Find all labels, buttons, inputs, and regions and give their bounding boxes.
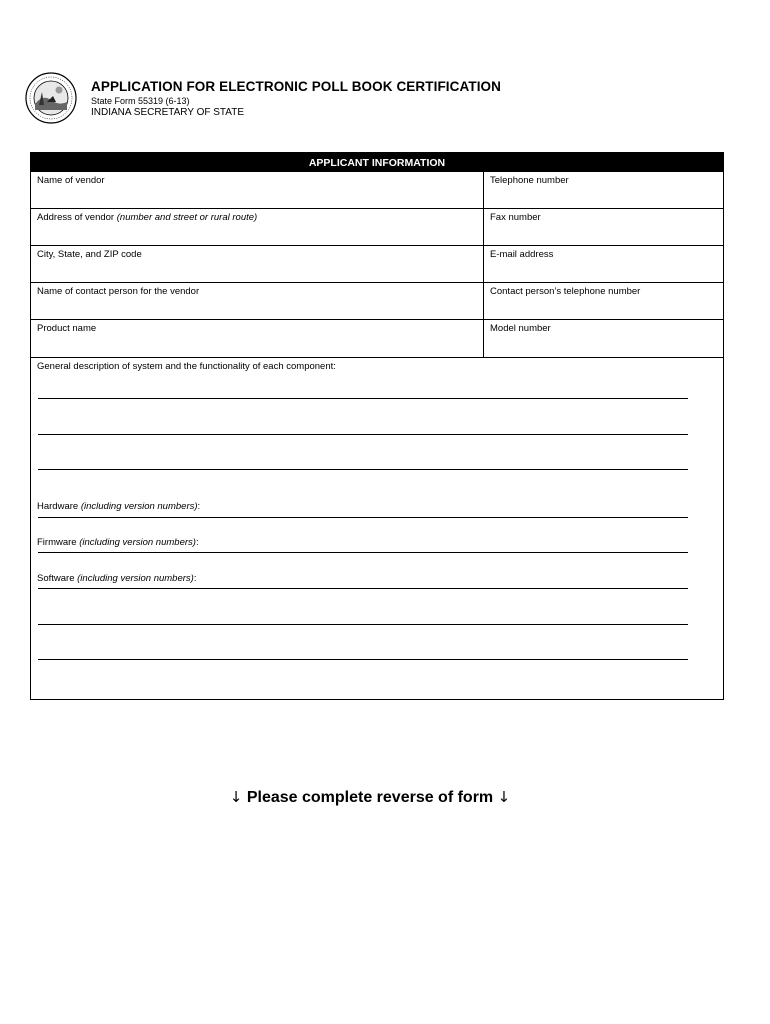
- form-row-vendor-name: [31, 172, 723, 209]
- field-label: E-mail address: [490, 249, 554, 260]
- software-label: Software (including version numbers):: [37, 573, 197, 584]
- description-line-2[interactable]: [38, 434, 688, 435]
- software-line-1[interactable]: [38, 588, 688, 589]
- form-title: APPLICATION FOR ELECTRONIC POLL BOOK CERTIFICATION: [91, 79, 501, 94]
- city-state-zip-field[interactable]: [31, 246, 484, 282]
- contact-telephone-field[interactable]: [484, 283, 723, 319]
- field-label: City, State, and ZIP code: [37, 249, 142, 260]
- hardware-label: Hardware (including version numbers):: [37, 501, 201, 512]
- description-line-1[interactable]: [38, 398, 688, 399]
- field-label: Model number: [490, 323, 551, 334]
- description-line-3[interactable]: [38, 469, 688, 470]
- telephone-number-field[interactable]: [484, 172, 723, 208]
- field-label: Product name: [37, 323, 97, 334]
- software-line-3[interactable]: [38, 659, 688, 660]
- firmware-line[interactable]: [38, 552, 688, 553]
- form-row-vendor-address: [31, 209, 723, 246]
- section-title: APPLICANT INFORMATION: [31, 153, 723, 172]
- form-row-city-state-zip: [31, 246, 723, 283]
- vendor-name-field[interactable]: [31, 172, 484, 208]
- field-label: Fax number: [490, 212, 541, 223]
- description-label: General description of system and the functionality of each component:: [37, 361, 336, 372]
- form-row-contact-person: [31, 283, 723, 320]
- field-label: Contact person’s telephone number: [490, 286, 641, 297]
- form-header: [91, 79, 501, 119]
- model-number-field[interactable]: [484, 320, 723, 357]
- form-number: State Form 55319 (6-13): [91, 96, 190, 106]
- agency-name: INDIANA SECRETARY OF STATE: [91, 107, 244, 118]
- fax-number-field[interactable]: [484, 209, 723, 245]
- state-seal-logo: [25, 72, 77, 124]
- down-arrow-icon: ↓: [229, 788, 243, 806]
- system-description-area[interactable]: [31, 358, 723, 703]
- firmware-label: Firmware (including version numbers):: [37, 537, 199, 548]
- field-label: Address of vendor: [37, 212, 117, 223]
- applicant-information-form: [30, 152, 724, 700]
- vendor-address-field[interactable]: [31, 209, 484, 245]
- software-line-2[interactable]: [38, 624, 688, 625]
- field-note: (number and street or rural route): [116, 212, 258, 223]
- field-label: Name of vendor: [37, 175, 105, 186]
- down-arrow-icon: ↓: [497, 788, 511, 806]
- email-address-field[interactable]: [484, 246, 723, 282]
- reverse-form-note: [0, 788, 740, 807]
- field-label: Name of contact person for the vendor: [37, 286, 200, 297]
- reverse-note-text: Please complete reverse of form: [242, 789, 498, 806]
- contact-person-field[interactable]: [31, 283, 484, 319]
- form-row-product: [31, 320, 723, 358]
- field-label: Telephone number: [490, 175, 569, 186]
- hardware-line[interactable]: [38, 517, 688, 518]
- product-name-field[interactable]: [31, 320, 484, 357]
